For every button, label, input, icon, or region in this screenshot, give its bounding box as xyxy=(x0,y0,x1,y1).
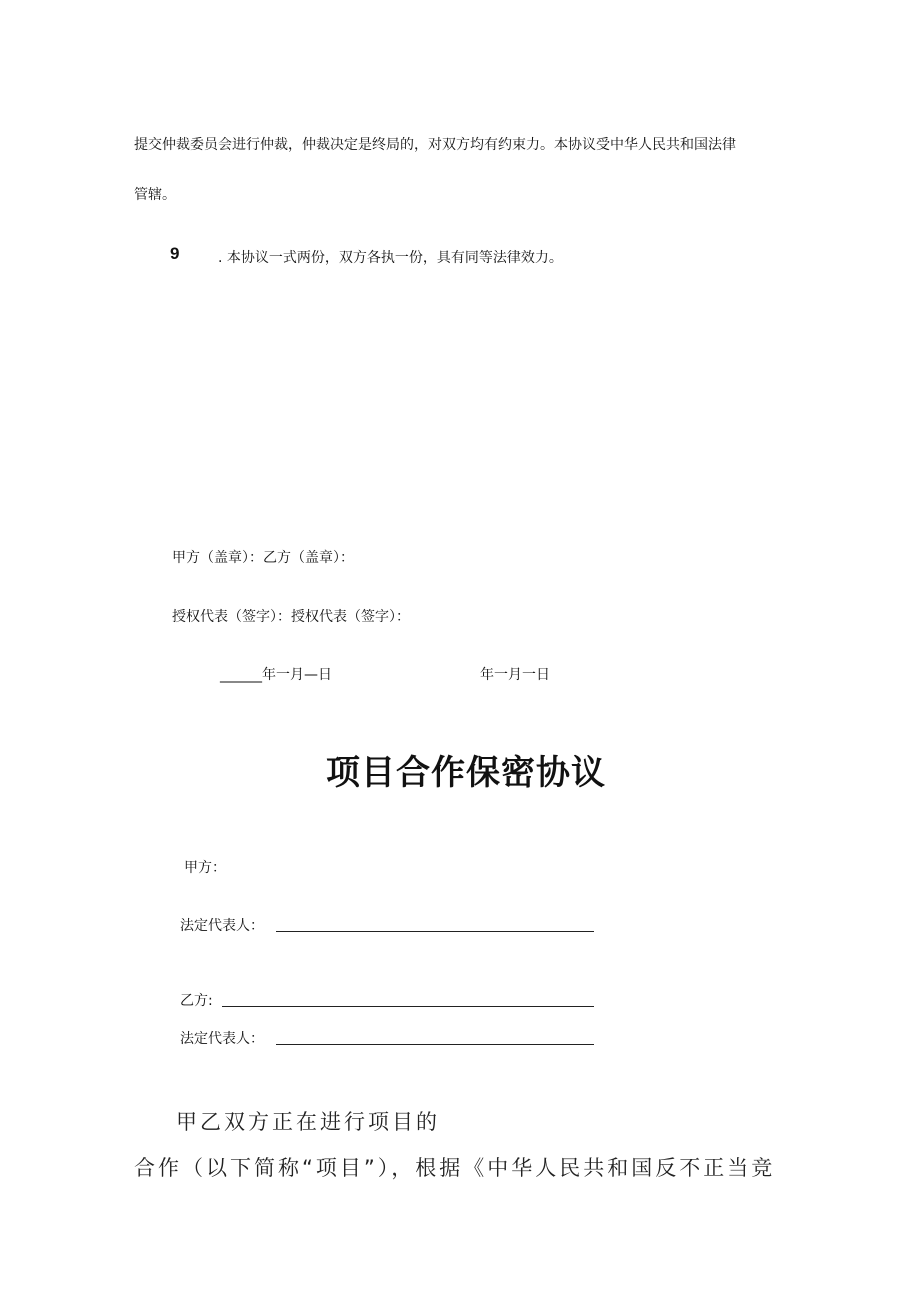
date-left xyxy=(220,664,332,684)
legal-rep-label-2: 法定代表人： xyxy=(180,1031,264,1047)
legal-rep-1-underline xyxy=(276,931,594,932)
party-b-label: 乙方: xyxy=(180,993,213,1009)
date-left-text: 年一月—日 xyxy=(262,667,332,683)
party-b-underline xyxy=(222,1006,594,1007)
item-9-number: 9 xyxy=(170,244,180,263)
agreement-title: 项目合作保密协议 xyxy=(326,753,606,793)
date-right: 年一月一日 xyxy=(480,667,550,683)
legal-rep-label-1: 法定代表人： xyxy=(180,918,264,934)
intro-line-2: 合作（以下简称“项目”），根据《中华人民共和国反不正当竞 xyxy=(134,1156,776,1180)
intro-line-1: 甲乙双方正在进行项目的 xyxy=(176,1110,440,1134)
seal-line: 甲方（盖章）：乙方（盖章）： xyxy=(172,550,354,566)
party-a-label: 甲方： xyxy=(184,860,226,876)
paragraph-line-1: 提交仲裁委员会进行仲裁，仲裁决定是终局的，对双方均有约束力。本协议受中华人民共和国法律 xyxy=(134,137,736,153)
paragraph-line-2: 管辖。 xyxy=(134,187,176,203)
legal-rep-2-underline xyxy=(276,1044,594,1045)
authorized-rep-line: 授权代表（签字）：授权代表（签字）： xyxy=(172,609,410,625)
date-left-blank: ______ xyxy=(220,667,262,683)
item-9-text: . 本协议一式两份，双方各执一份，具有同等法律效力。 xyxy=(218,250,563,266)
